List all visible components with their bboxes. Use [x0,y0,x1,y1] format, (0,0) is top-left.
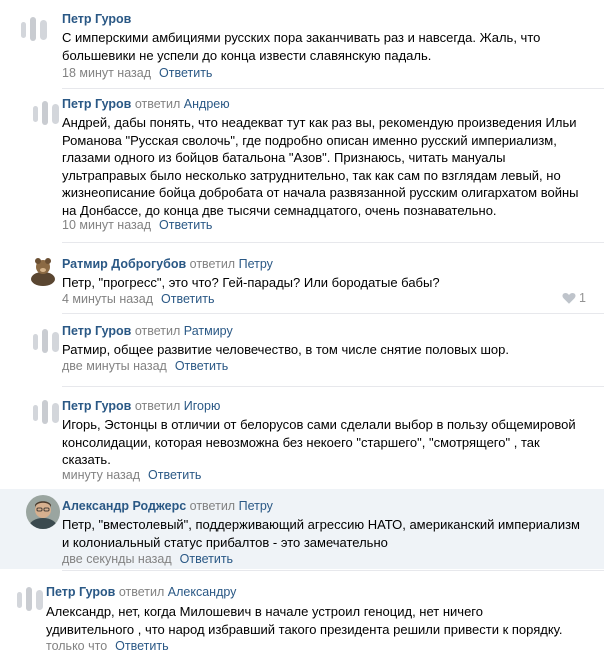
reply-button[interactable]: Ответить [115,639,169,653]
comment-header [62,97,230,111]
like-count: 1 [579,291,586,305]
timestamp[interactable]: только что [46,639,108,653]
text-line: Ратмир, общее развитие человечество, в том числе снятие половых шор. [62,342,510,357]
comment-text [62,29,540,64]
text-line: ультраправых было несколько затруднительно, так как сам по взглядам левый, но [62,167,561,183]
reply-button[interactable]: Ответить [148,468,202,482]
avatar[interactable] [14,582,48,616]
comment [0,0,604,90]
replied-label: ответил [134,399,181,413]
reply-target[interactable]: Александру [167,585,237,599]
replied-label: ответил [134,324,181,338]
author-name[interactable]: Ратмир Доброгубов [62,257,187,271]
text-line: Игорь, Эстонцы в отличии от белорусов сами сделали выбор в пользу общемировой [62,417,576,432]
author-name[interactable]: Александр Роджерс [62,499,187,513]
avatar[interactable] [26,253,60,287]
text-line: сказать. [62,452,111,467]
comment-text [62,516,580,551]
reply-target[interactable]: Петру [238,499,273,513]
timestamp[interactable]: 18 минут назад [62,66,151,80]
reply-target[interactable]: Игорю [183,399,221,413]
replied-label: ответил [189,499,236,513]
text-line: С имперскими амбициями русских пора заканчивать раз и навсегда. Жаль, что [62,30,541,45]
reply-button[interactable]: Ответить [174,359,229,373]
comment [0,314,604,386]
reply-button[interactable]: Ответить [159,218,213,232]
text-line: жизнеописание бойца добробата от начала развязанной русским олигархатом войны [62,185,579,200]
comment-header [62,399,220,413]
comment-text [62,341,509,359]
reply-button[interactable]: Ответить [161,292,215,306]
comment [0,572,604,663]
comment-text [62,416,576,469]
comment-meta [62,218,212,232]
timestamp[interactable]: две секунды назад [62,552,172,566]
comment-meta [62,359,228,373]
timestamp[interactable]: минуту назад [62,468,141,482]
author-name[interactable]: Петр Гуров [46,585,116,599]
reply-target[interactable]: Андрею [183,97,230,111]
text-line: консолидации, которая невозможна без некоего "старшего", "смотрящего" , так [62,434,540,450]
text-line: на Донбассе, до конца две тысячи семнадцатого, очень познавательно. [62,202,497,218]
replied-label: ответил [134,97,181,111]
text-line: и колониальный статус прибалтов - это замечательно [62,534,388,550]
text-line: Петр, "вместолевый", поддерживающий агрессию НАТО, американский империализм [62,517,580,532]
text-line: глазами одного из бойцов батальона "Азов". Признаюсь, читать мануалы [62,150,506,165]
author-name[interactable]: Петр Гуров [62,97,132,111]
divider [62,88,604,89]
text-line: Петр, "прогресс", это что? Гей-парады? Или бородатые бабы? [62,275,440,290]
text-line: удивительного , что народ избравший такого президента решили привести к порядку. [46,621,563,637]
comment-meta [62,66,212,80]
timestamp[interactable]: две минуты назад [62,359,167,373]
divider [62,570,604,571]
timestamp[interactable]: 4 минуты назад [62,292,154,306]
text-line: Андрей, дабы понять, что неадекват тут как раз вы, рекомендую произведения Ильи [62,115,577,130]
avatar[interactable] [30,96,64,130]
comment-header [62,12,131,26]
author-name[interactable]: Петр Гуров [62,399,132,413]
reply-target[interactable]: Петру [238,257,273,271]
author-name[interactable]: Петр Гуров [62,12,132,26]
comment-text [62,274,440,292]
text-line: Александр, нет, когда Милошевич в начале устроил геноцид, нет ничего [46,604,483,619]
comment-header [62,324,233,338]
comment-meta [46,639,169,653]
avatar[interactable] [30,395,64,429]
comment-header [46,585,236,599]
avatar[interactable] [30,324,64,358]
text-line: большевики не успели до конца извести славянскую падаль. [62,47,432,63]
text-line: Романова "Русская сволочь", где подробно описан именно русский империализм, [62,132,557,148]
comment-text [62,114,579,219]
comment-text [46,603,563,638]
comment-meta [62,292,214,306]
reply-button[interactable]: Ответить [179,552,234,566]
avatar[interactable] [18,12,52,46]
timestamp[interactable]: 10 минут назад [62,218,151,232]
comment [0,387,604,487]
avatar[interactable] [26,495,60,529]
comment-meta [62,468,201,482]
heart-icon [562,292,576,305]
like-button[interactable] [562,291,586,305]
comment-header [62,257,273,271]
reply-button[interactable]: Ответить [159,66,213,80]
comment-header [62,499,273,513]
replied-label: ответил [118,585,165,599]
comment [0,243,604,313]
comment-meta [62,552,233,566]
replied-label: ответил [189,257,236,271]
author-name[interactable]: Петр Гуров [62,324,132,338]
comment-new [0,489,604,569]
comment [0,90,604,242]
reply-target[interactable]: Ратмиру [183,324,233,338]
